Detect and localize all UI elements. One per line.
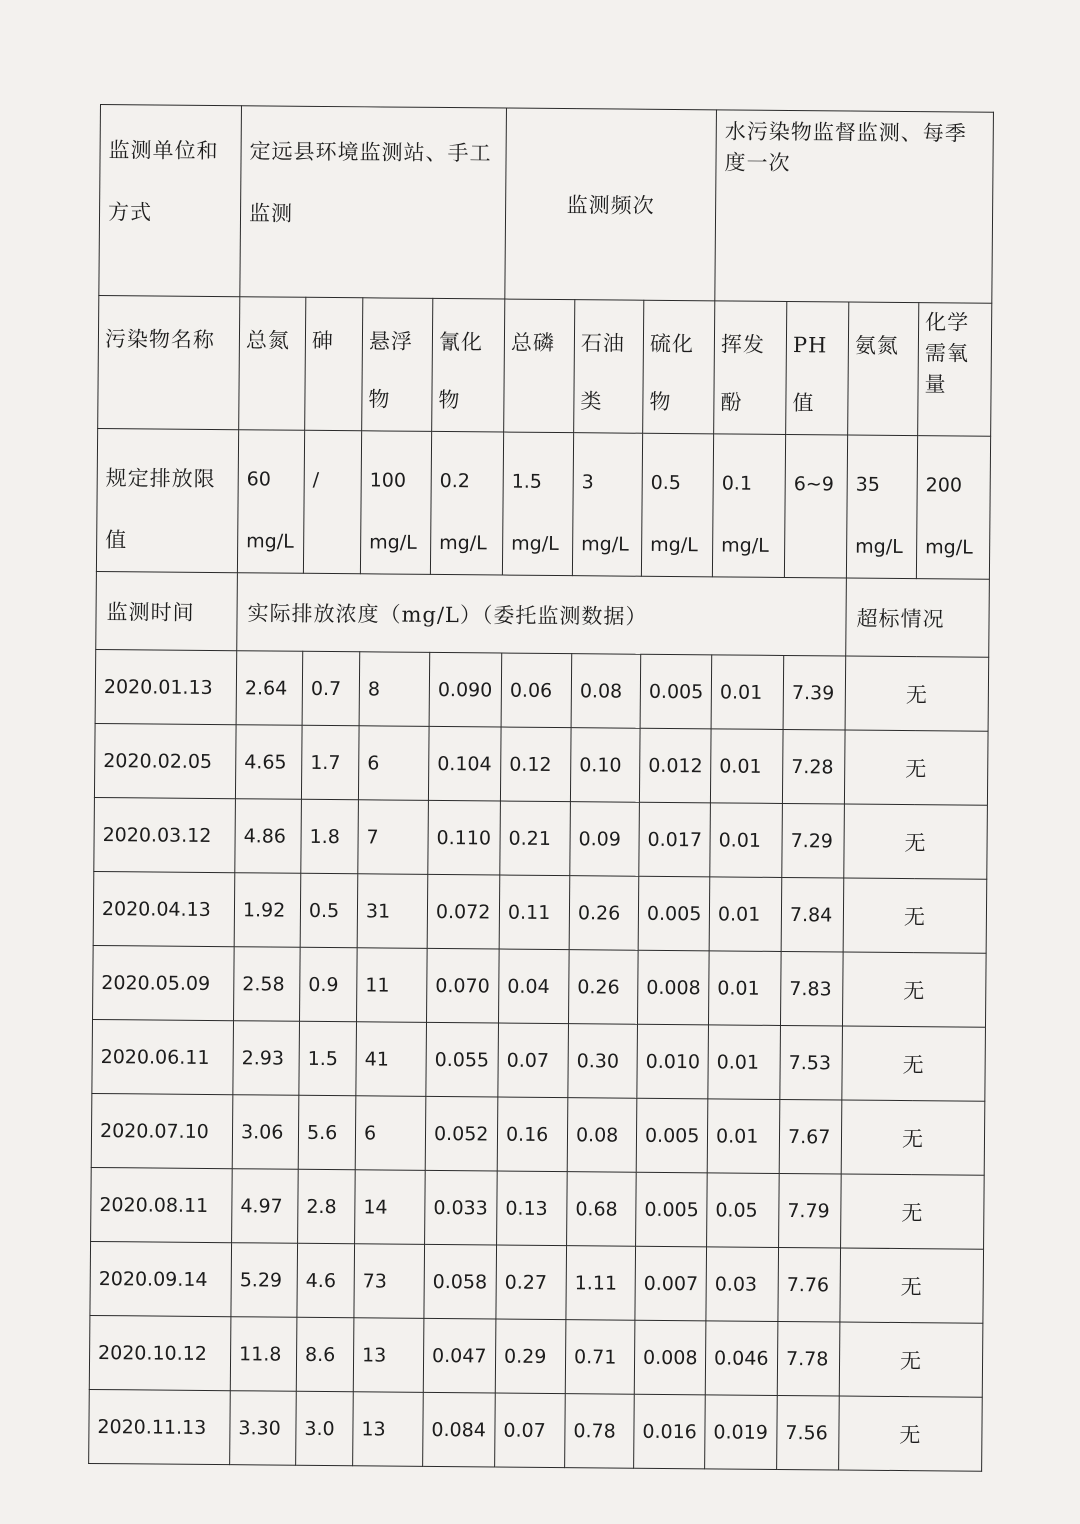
row-value: 0.26 <box>568 950 638 1025</box>
table-row <box>89 1389 983 1471</box>
row-value: 8 <box>359 652 430 727</box>
row-value: 0.072 <box>427 874 500 949</box>
limit-label: 规定排放限值 <box>96 428 238 572</box>
row-value: 0.104 <box>428 726 501 801</box>
row-date: 2020.01.13 <box>95 649 237 724</box>
limit-value: 0.1 mg/L <box>712 434 785 578</box>
row-value: 0.058 <box>424 1244 497 1319</box>
row-value: 0.019 <box>705 1395 778 1470</box>
row-value: 0.016 <box>634 1394 706 1469</box>
row-value: 0.01 <box>710 803 783 878</box>
row-value: 1.8 <box>301 799 359 873</box>
row-value: 7.29 <box>782 803 845 878</box>
row-value: 0.01 <box>707 1099 780 1174</box>
row-value: 0.05 <box>707 1173 780 1248</box>
limit-value: 200 mg/L <box>916 436 990 580</box>
row-status: 无 <box>843 878 987 953</box>
row-value: 1.92 <box>234 873 301 948</box>
row-value: 4.6 <box>297 1243 355 1317</box>
row-value: 4.97 <box>232 1169 299 1244</box>
row-value: 11 <box>357 948 428 1023</box>
unit-value: 定远县环境监测站、手工监测 <box>240 106 507 299</box>
row-value: 0.07 <box>495 1393 566 1468</box>
row-value: 11.8 <box>230 1317 297 1392</box>
row-value: 0.9 <box>300 947 358 1021</box>
row-value: 0.017 <box>639 802 711 877</box>
table-row <box>89 1315 983 1397</box>
row-value: 13 <box>353 1392 424 1467</box>
limit-row <box>96 428 990 579</box>
row-status: 无 <box>839 1396 983 1471</box>
row-value: 2.8 <box>298 1169 356 1243</box>
row-value: 0.27 <box>496 1245 567 1320</box>
row-value: 6 <box>358 726 429 801</box>
row-status: 无 <box>845 656 989 731</box>
row-value: 1.7 <box>301 725 359 799</box>
pollutant-name: 氨氮 <box>848 302 919 436</box>
row-value: 8.6 <box>296 1317 354 1391</box>
row-value: 0.30 <box>568 1024 638 1099</box>
row-value: 0.008 <box>637 950 709 1025</box>
row-status: 无 <box>839 1322 983 1397</box>
row-value: 0.7 <box>302 651 360 725</box>
row-value: 2.93 <box>233 1021 300 1096</box>
row-date: 2020.09.14 <box>90 1241 232 1316</box>
header-row <box>99 105 994 304</box>
limit-value: 3 mg/L <box>572 433 642 577</box>
row-value: 0.03 <box>706 1247 779 1322</box>
row-value: 4.65 <box>235 725 302 800</box>
table-row <box>92 1019 986 1101</box>
row-value: 0.01 <box>709 951 782 1026</box>
row-value: 0.09 <box>570 802 640 877</box>
row-date: 2020.03.12 <box>94 797 236 872</box>
row-value: 0.010 <box>637 1024 709 1099</box>
row-value: 0.10 <box>570 728 640 803</box>
row-date: 2020.10.12 <box>89 1315 231 1390</box>
table-row <box>93 945 987 1027</box>
table-row <box>93 871 987 953</box>
row-value: 7.39 <box>783 655 846 730</box>
limit-value: 1.5 mg/L <box>502 432 573 576</box>
row-value: 0.01 <box>709 877 782 952</box>
limit-value: 35 mg/L <box>846 435 917 579</box>
row-status: 无 <box>841 1174 985 1249</box>
row-value: 0.78 <box>565 1394 635 1469</box>
freq-value: 水污染物监督监测、每季度一次 <box>715 110 994 303</box>
row-value: 5.29 <box>231 1243 298 1318</box>
limit-value: 6~9 <box>784 434 847 578</box>
row-value: 0.21 <box>500 801 571 876</box>
row-value: 5.6 <box>298 1095 356 1169</box>
row-value: 0.01 <box>711 655 784 730</box>
row-value: 0.01 <box>708 1025 781 1100</box>
row-value: 73 <box>354 1244 425 1319</box>
row-status: 无 <box>842 1026 986 1101</box>
pollutant-name: 挥发酚 <box>714 301 787 435</box>
row-value: 0.07 <box>498 1023 569 1098</box>
row-value: 13 <box>353 1318 424 1393</box>
row-value: 0.12 <box>500 727 571 802</box>
row-value: 3.0 <box>296 1391 354 1465</box>
pollutant-name: 石油类 <box>574 300 644 434</box>
row-value: 3.30 <box>230 1391 297 1466</box>
limit-value: 60 mg/L <box>237 430 304 574</box>
row-value: 7.53 <box>780 1025 843 1100</box>
row-value: 0.5 <box>300 873 358 947</box>
row-value: 6 <box>355 1096 426 1171</box>
row-value: 0.11 <box>499 875 570 950</box>
actual-header-row <box>96 571 990 657</box>
row-value: 7.67 <box>779 1099 842 1174</box>
pollutant-name-row <box>98 295 992 436</box>
freq-label: 监测频次 <box>505 108 717 301</box>
row-value: 0.16 <box>497 1097 568 1172</box>
pollutant-name: 总氮 <box>239 297 306 431</box>
row-value: 0.005 <box>640 654 712 729</box>
row-value: 0.01 <box>710 729 783 804</box>
row-date: 2020.02.05 <box>94 723 236 798</box>
row-value: 0.04 <box>498 949 569 1024</box>
row-status: 无 <box>840 1248 984 1323</box>
row-value: 0.110 <box>428 800 501 875</box>
row-value: 0.090 <box>429 652 502 727</box>
row-value: 0.070 <box>426 948 499 1023</box>
row-value: 0.008 <box>634 1320 706 1395</box>
unit-label: 监测单位和方式 <box>99 105 242 297</box>
row-value: 0.68 <box>567 1172 637 1247</box>
time-label: 监测时间 <box>96 571 238 650</box>
row-value: 0.08 <box>567 1098 637 1173</box>
pollutant-name: 砷 <box>305 297 363 430</box>
row-status: 无 <box>843 952 987 1027</box>
row-value: 0.005 <box>636 1172 708 1247</box>
row-date: 2020.07.10 <box>91 1093 233 1168</box>
row-value: 1.11 <box>566 1246 636 1321</box>
monitoring-table <box>88 104 994 1472</box>
row-value: 0.055 <box>426 1022 499 1097</box>
pollutant-name: 化学需氧量 <box>918 303 992 437</box>
pollutant-name: PH值 <box>786 302 849 436</box>
actual-label: 实际排放浓度（mg/L）（委托监测数据） <box>237 573 847 656</box>
row-value: 7.28 <box>782 729 845 804</box>
monitoring-sheet <box>88 104 993 1472</box>
row-value: 0.26 <box>569 876 639 951</box>
row-value: 0.007 <box>635 1246 707 1321</box>
table-row <box>95 649 989 731</box>
row-value: 0.033 <box>425 1170 498 1245</box>
row-value: 3.06 <box>232 1095 299 1170</box>
pollutant-name: 悬浮物 <box>362 298 433 432</box>
row-value: 0.06 <box>501 653 572 728</box>
table-row <box>91 1093 985 1175</box>
row-value: 0.005 <box>636 1098 708 1173</box>
row-value: 1.5 <box>299 1021 357 1095</box>
limit-value: 0.5 mg/L <box>641 433 713 577</box>
row-date: 2020.11.13 <box>89 1389 231 1464</box>
row-value: 31 <box>357 874 428 949</box>
row-value: 0.71 <box>565 1320 635 1395</box>
pollutant-label: 污染物名称 <box>98 295 240 429</box>
row-value: 2.58 <box>234 947 301 1022</box>
row-status: 无 <box>844 730 988 805</box>
row-value: 7.56 <box>777 1395 840 1470</box>
row-value: 0.046 <box>705 1321 778 1396</box>
row-date: 2020.05.09 <box>93 945 235 1020</box>
row-status: 无 <box>844 804 988 879</box>
table-row <box>94 723 988 805</box>
row-value: 0.08 <box>571 654 641 729</box>
row-date: 2020.04.13 <box>93 871 235 946</box>
row-value: 41 <box>356 1022 427 1097</box>
row-value: 0.084 <box>423 1392 496 1467</box>
row-value: 7.83 <box>781 951 844 1026</box>
row-status: 无 <box>841 1100 985 1175</box>
row-value: 7.84 <box>781 877 844 952</box>
row-value: 4.86 <box>235 799 302 874</box>
row-value: 0.047 <box>423 1318 496 1393</box>
table-row <box>91 1167 985 1249</box>
row-value: 0.005 <box>638 876 710 951</box>
row-date: 2020.06.11 <box>92 1019 234 1094</box>
row-value: 7 <box>358 800 429 875</box>
row-value: 7.79 <box>779 1173 842 1248</box>
row-value: 0.012 <box>639 728 711 803</box>
limit-value: / <box>303 430 361 573</box>
row-value: 0.29 <box>495 1319 566 1394</box>
table-row <box>90 1241 984 1323</box>
limit-value: 100 mg/L <box>360 431 431 575</box>
row-value: 2.64 <box>236 651 303 726</box>
pollutant-name: 硫化物 <box>643 300 715 434</box>
pollutant-name: 总磷 <box>504 299 575 433</box>
row-value: 7.78 <box>777 1321 840 1396</box>
row-value: 14 <box>355 1170 426 1245</box>
row-value: 0.052 <box>425 1096 498 1171</box>
status-label: 超标情况 <box>846 578 990 657</box>
pollutant-name: 氰化物 <box>432 298 505 432</box>
row-value: 0.13 <box>497 1171 568 1246</box>
row-date: 2020.08.11 <box>91 1167 233 1242</box>
table-row <box>94 797 988 879</box>
limit-value: 0.2 mg/L <box>430 431 503 575</box>
row-value: 7.76 <box>778 1247 841 1322</box>
